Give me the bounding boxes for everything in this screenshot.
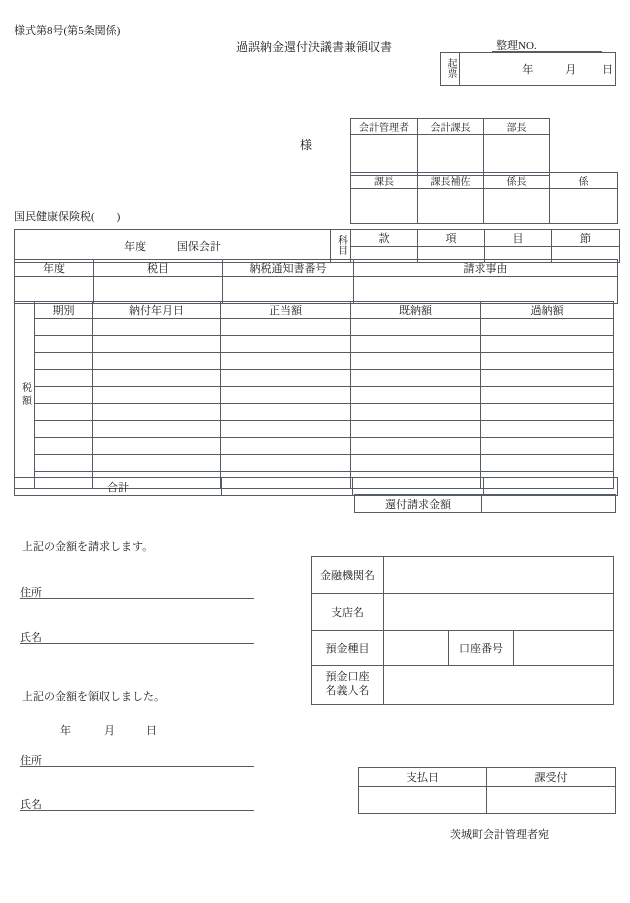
amount-cell-payment-date[interactable] bbox=[93, 353, 221, 370]
amount-cell-overpaid-amount[interactable] bbox=[481, 319, 614, 336]
total-correct-amount[interactable] bbox=[222, 478, 353, 496]
amount-cell-period[interactable] bbox=[35, 353, 93, 370]
amount-cell-paid-amount[interactable] bbox=[351, 421, 481, 438]
section-receipt-value[interactable] bbox=[487, 787, 616, 814]
amount-cell-payment-date[interactable] bbox=[93, 455, 221, 472]
table-row bbox=[15, 319, 614, 336]
table-row bbox=[15, 353, 614, 370]
claim-column-fiscal-year: 年度 bbox=[15, 260, 94, 277]
amount-cell-overpaid-amount[interactable] bbox=[481, 455, 614, 472]
table-row bbox=[351, 135, 550, 176]
table-row bbox=[312, 666, 614, 705]
approval-stamp-deputy-section-chief[interactable] bbox=[418, 189, 484, 224]
table-row bbox=[312, 631, 614, 666]
receipt-date-day: 日 bbox=[146, 725, 157, 737]
fiscal-year-account-cell[interactable] bbox=[15, 230, 331, 263]
table-row bbox=[15, 421, 614, 438]
addressee-suffix: 様 bbox=[300, 138, 313, 152]
table-row bbox=[312, 557, 614, 594]
refund-amount-label: 還付請求金額 bbox=[355, 495, 482, 513]
table-row bbox=[15, 478, 618, 496]
amount-cell-paid-amount[interactable] bbox=[351, 404, 481, 421]
table-row bbox=[15, 370, 614, 387]
drafting-label: 起票 bbox=[445, 57, 456, 78]
account-column-kan: 款 bbox=[351, 230, 418, 247]
amount-cell-payment-date[interactable] bbox=[93, 319, 221, 336]
amount-cell-period[interactable] bbox=[35, 387, 93, 404]
drafting-date-table bbox=[440, 52, 616, 86]
request-address-label: 住所 bbox=[20, 587, 42, 599]
insurance-tax-label: 国民健康保険税( ) bbox=[14, 211, 121, 223]
payment-date-value[interactable] bbox=[359, 787, 487, 814]
approval-header-accounting-manager: 会計管理者 bbox=[351, 119, 418, 135]
request-name-label: 氏名 bbox=[20, 632, 42, 644]
amount-cell-correct-amount[interactable] bbox=[221, 319, 351, 336]
total-overpaid-amount[interactable] bbox=[484, 478, 618, 496]
deposit-type-value[interactable] bbox=[384, 631, 449, 666]
receipt-statement: 上記の金額を領収しました。 bbox=[22, 691, 165, 703]
amount-cell-correct-amount[interactable] bbox=[221, 370, 351, 387]
amount-cell-paid-amount[interactable] bbox=[351, 438, 481, 455]
approval-stamp-accounting-chief[interactable] bbox=[418, 135, 484, 176]
approval-header-unit-chief: 係長 bbox=[484, 173, 550, 189]
approval-table-upper bbox=[350, 118, 550, 176]
table-row bbox=[15, 404, 614, 421]
table-row bbox=[15, 455, 614, 472]
refund-amount-value[interactable] bbox=[482, 495, 616, 513]
amount-cell-period[interactable] bbox=[35, 438, 93, 455]
amount-column-correct-amount: 正当額 bbox=[221, 302, 351, 319]
amount-detail-table bbox=[14, 301, 614, 489]
drafting-label-cell bbox=[441, 53, 460, 86]
branch-name-value[interactable] bbox=[384, 594, 614, 631]
approval-stamp-department-head[interactable] bbox=[484, 135, 550, 176]
claim-value-notice-number[interactable] bbox=[223, 277, 354, 304]
page-title: 過誤納金還付決議書兼領収書 bbox=[236, 40, 393, 54]
account-item-label-cell bbox=[331, 230, 351, 263]
amount-cell-payment-date[interactable] bbox=[93, 336, 221, 353]
account-holder-value[interactable] bbox=[384, 666, 614, 705]
account-holder-label-line2: 名義人名 bbox=[325, 685, 370, 697]
receipt-date-year: 年 bbox=[60, 725, 71, 737]
bank-account-table bbox=[311, 556, 614, 705]
table-row bbox=[15, 277, 618, 304]
claim-value-reason[interactable] bbox=[354, 277, 618, 304]
footer-addressee: 茨城町会計管理者宛 bbox=[450, 829, 549, 841]
approval-header-section-chief: 課長 bbox=[351, 173, 418, 189]
amount-cell-period[interactable] bbox=[35, 319, 93, 336]
amount-cell-correct-amount[interactable] bbox=[221, 404, 351, 421]
amount-cell-correct-amount[interactable] bbox=[221, 353, 351, 370]
section-receipt-label: 課受付 bbox=[487, 768, 616, 787]
claim-column-notice-number: 納税通知書番号 bbox=[223, 260, 354, 277]
amount-cell-paid-amount[interactable] bbox=[351, 387, 481, 404]
table-row bbox=[351, 189, 618, 224]
amount-cell-paid-amount[interactable] bbox=[351, 370, 481, 387]
receipt-name-label: 氏名 bbox=[20, 799, 42, 811]
payment-date-label: 支払日 bbox=[359, 768, 487, 787]
amount-cell-correct-amount[interactable] bbox=[221, 336, 351, 353]
drafting-month-label: 月 bbox=[565, 64, 577, 76]
table-row bbox=[441, 53, 616, 86]
amount-cell-overpaid-amount[interactable] bbox=[481, 404, 614, 421]
amount-cell-overpaid-amount[interactable] bbox=[481, 438, 614, 455]
fiscal-year-label: 年度 bbox=[124, 241, 147, 253]
amount-side-label-tax: 税 bbox=[19, 382, 31, 392]
amount-column-paid-amount: 既納額 bbox=[351, 302, 481, 319]
account-number-value[interactable] bbox=[514, 631, 614, 666]
account-classification-table bbox=[14, 229, 620, 263]
amount-cell-payment-date[interactable] bbox=[93, 421, 221, 438]
claim-column-reason: 請求事由 bbox=[354, 260, 618, 277]
deposit-type-label: 預金種目 bbox=[312, 631, 384, 666]
amount-side-label-cell bbox=[15, 302, 35, 489]
table-row bbox=[312, 594, 614, 631]
refund-amount-table bbox=[354, 494, 616, 513]
account-column-moku: 目 bbox=[485, 230, 552, 247]
approval-stamp-accounting-manager[interactable] bbox=[351, 135, 418, 176]
amount-cell-period[interactable] bbox=[35, 404, 93, 421]
approval-table-lower bbox=[350, 172, 618, 224]
approval-header-accounting-chief: 会計課長 bbox=[418, 119, 484, 135]
amount-cell-period[interactable] bbox=[35, 421, 93, 438]
amount-side-label-amount: 額 bbox=[19, 395, 31, 405]
claim-value-fiscal-year[interactable] bbox=[15, 277, 94, 304]
amount-cell-correct-amount[interactable] bbox=[221, 387, 351, 404]
account-column-ko: 項 bbox=[418, 230, 485, 247]
amount-cell-correct-amount[interactable] bbox=[221, 438, 351, 455]
amount-cell-overpaid-amount[interactable] bbox=[481, 353, 614, 370]
approval-stamp-section-chief[interactable] bbox=[351, 189, 418, 224]
control-number-label: 整理NO. bbox=[496, 40, 537, 52]
receipt-address-blank[interactable] bbox=[20, 766, 254, 767]
amount-column-overpaid-amount: 過納額 bbox=[481, 302, 614, 319]
amount-cell-paid-amount[interactable] bbox=[351, 336, 481, 353]
drafting-year-label: 年 bbox=[522, 64, 534, 76]
amount-cell-overpaid-amount[interactable] bbox=[481, 370, 614, 387]
request-address-blank[interactable] bbox=[20, 598, 254, 599]
amount-cell-overpaid-amount[interactable] bbox=[481, 387, 614, 404]
drafting-day-label: 日 bbox=[602, 64, 614, 76]
amount-cell-correct-amount[interactable] bbox=[221, 421, 351, 438]
table-row bbox=[351, 173, 618, 189]
account-number-label: 口座番号 bbox=[449, 631, 514, 666]
amount-cell-period[interactable] bbox=[35, 336, 93, 353]
table-row bbox=[355, 495, 616, 513]
table-row bbox=[351, 119, 550, 135]
amount-column-payment-date: 納付年月日 bbox=[93, 302, 221, 319]
table-row bbox=[15, 260, 618, 277]
total-label-cell: 合計 bbox=[15, 478, 222, 496]
table-row bbox=[15, 302, 614, 319]
table-row bbox=[15, 387, 614, 404]
table-row bbox=[15, 438, 614, 455]
branch-name-label: 支店名 bbox=[312, 594, 384, 631]
amount-cell-payment-date[interactable] bbox=[93, 438, 221, 455]
bank-name-value[interactable] bbox=[384, 557, 614, 594]
approval-header-staff: 係 bbox=[550, 173, 618, 189]
approval-header-deputy-section-chief: 課長補佐 bbox=[418, 173, 484, 189]
table-row bbox=[359, 787, 616, 814]
approval-header-department-head: 部長 bbox=[484, 119, 550, 135]
claim-value-tax-item[interactable] bbox=[94, 277, 223, 304]
amount-cell-period[interactable] bbox=[35, 455, 93, 472]
amount-cell-paid-amount[interactable] bbox=[351, 319, 481, 336]
table-row bbox=[15, 336, 614, 353]
total-paid-amount[interactable] bbox=[353, 478, 484, 496]
account-holder-label-line1: 預金口座 bbox=[325, 671, 370, 684]
amount-cell-payment-date[interactable] bbox=[93, 404, 221, 421]
amount-cell-period[interactable] bbox=[35, 370, 93, 387]
form-number: 様式第8号(第5条関係) bbox=[14, 25, 121, 37]
amount-cell-payment-date[interactable] bbox=[93, 387, 221, 404]
amount-cell-overpaid-amount[interactable] bbox=[481, 336, 614, 353]
amount-cell-payment-date[interactable] bbox=[93, 370, 221, 387]
payment-receipt-table bbox=[358, 767, 616, 814]
account-item-label: 科目 bbox=[335, 234, 347, 255]
account-column-setsu: 節 bbox=[552, 230, 620, 247]
amount-cell-paid-amount[interactable] bbox=[351, 455, 481, 472]
approval-stamp-staff[interactable] bbox=[550, 189, 618, 224]
amount-cell-overpaid-amount[interactable] bbox=[481, 421, 614, 438]
receipt-address-label: 住所 bbox=[20, 755, 42, 767]
receipt-name-blank[interactable] bbox=[20, 810, 254, 811]
claim-column-tax-item: 税目 bbox=[94, 260, 223, 277]
table-row bbox=[359, 768, 616, 787]
amount-cell-paid-amount[interactable] bbox=[351, 353, 481, 370]
receipt-date-month: 月 bbox=[104, 725, 115, 737]
bank-name-label: 金融機関名 bbox=[312, 557, 384, 594]
account-name-label: 国保会計 bbox=[176, 241, 221, 253]
table-row bbox=[15, 230, 620, 247]
claim-reason-table bbox=[14, 259, 618, 304]
request-statement: 上記の金額を請求します。 bbox=[22, 541, 154, 553]
account-holder-label bbox=[312, 666, 384, 705]
drafting-date-cell[interactable] bbox=[460, 53, 616, 86]
amount-cell-correct-amount[interactable] bbox=[221, 455, 351, 472]
approval-stamp-unit-chief[interactable] bbox=[484, 189, 550, 224]
amount-column-period: 期別 bbox=[35, 302, 93, 319]
request-name-blank[interactable] bbox=[20, 643, 254, 644]
